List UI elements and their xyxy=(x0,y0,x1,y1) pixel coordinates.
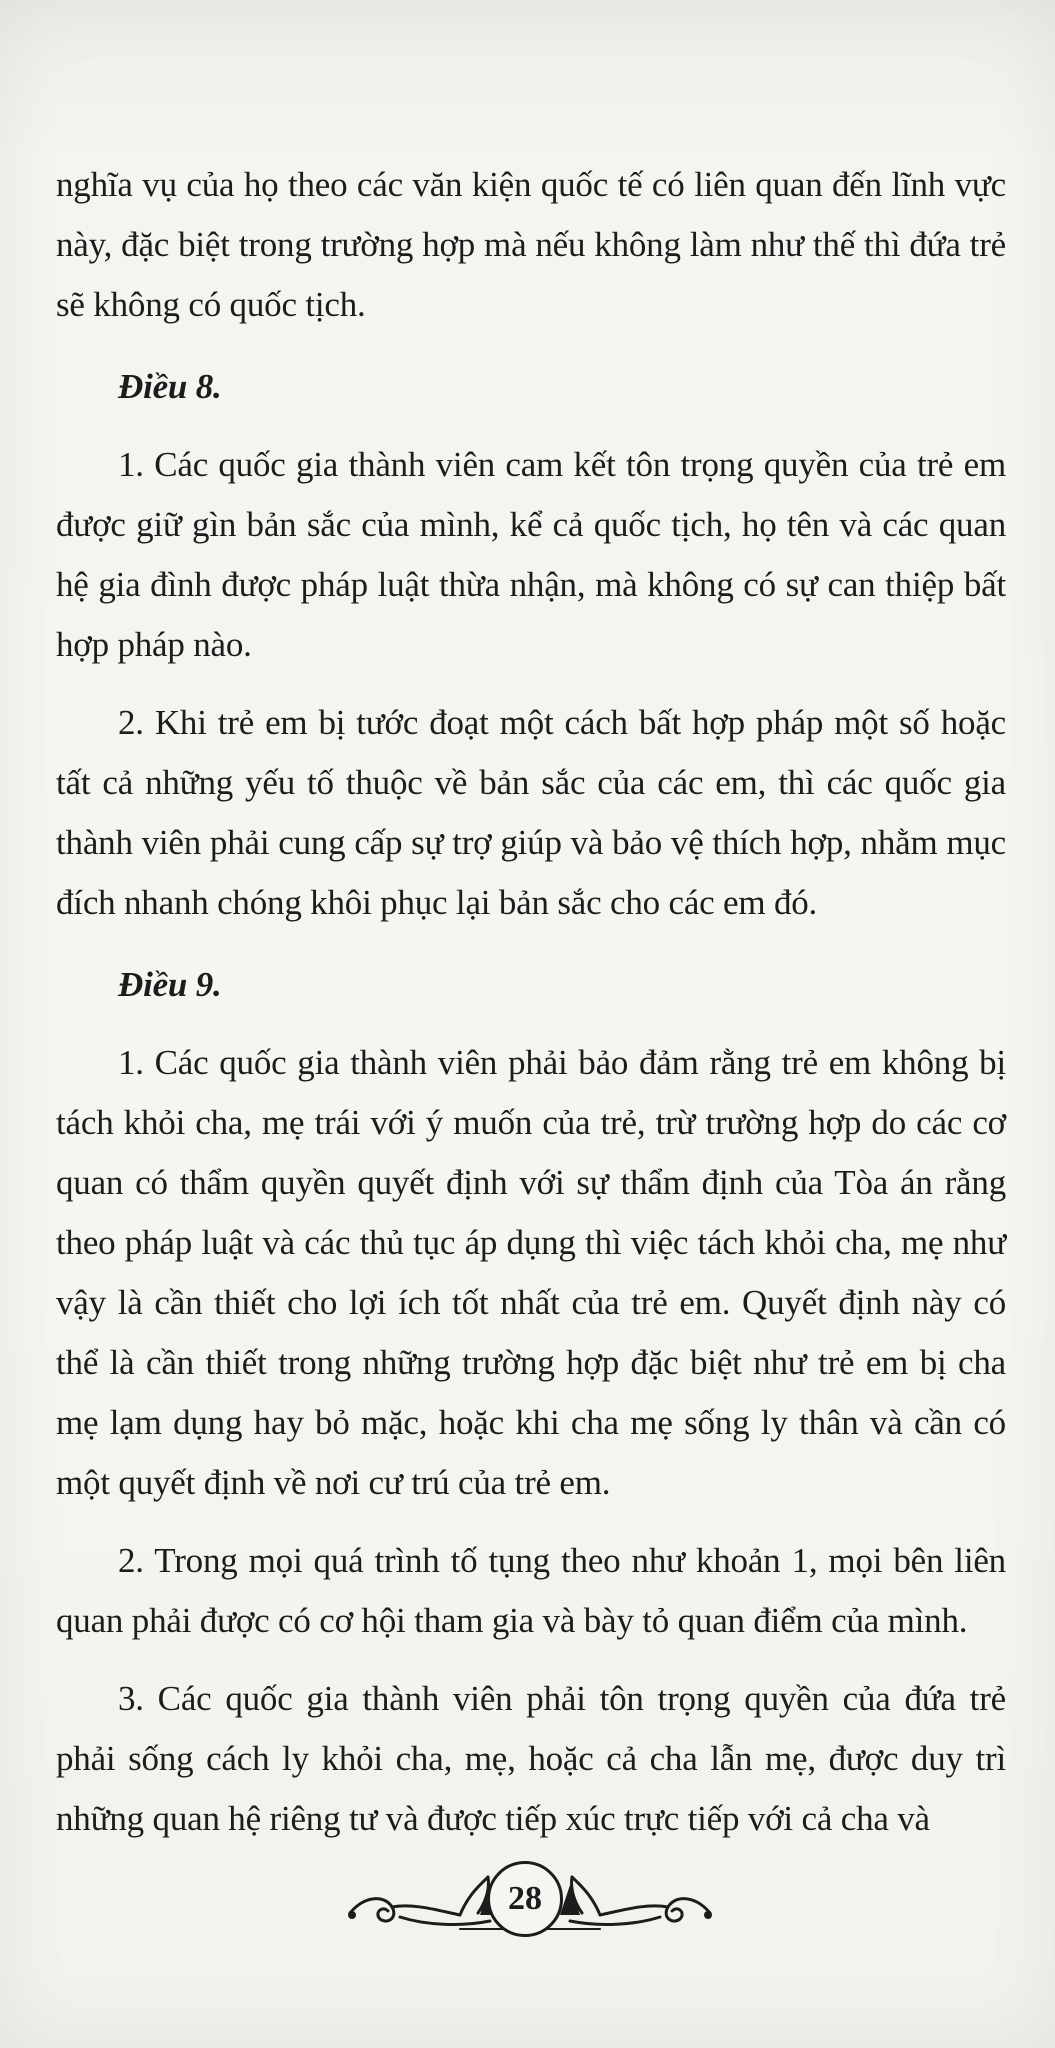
page-number-badge: 28 xyxy=(487,1861,563,1937)
article-9-clause-2: 2. Trong mọi quá trình tố tụng theo như khoản 1, mọi bên liên quan phải được có cơ hội tham gia và bày tỏ quan điểm của mình. xyxy=(56,1541,1006,1640)
article-9-heading: Điều 9. xyxy=(118,965,222,1004)
page-body-text xyxy=(56,155,1006,1849)
page-footer xyxy=(0,1855,1055,1945)
article-9-clause-1: 1. Các quốc gia thành viên phải bảo đảm rằng trẻ em không bị tách khỏi cha, mẹ trái với ý muốn của trẻ, trừ trường hợp do các cơ quan có thẩm quyền quyết định với sự thẩm định của Tòa án rằng theo pháp luật và các thủ tục áp dụng thì việc tách khỏi cha, mẹ như vậy là cần thiết cho lợi ích tốt nhất của trẻ em. Quyết định này có thể là cần thiết trong những trường hợp đặc biệt như trẻ em bị cha mẹ lạm dụng hay bỏ mặc, hoặc khi cha mẹ sống ly thân và cần có một quyết định về nơi cư trú của trẻ em. xyxy=(56,1043,1006,1502)
intro-continuation-paragraph: nghĩa vụ của họ theo các văn kiện quốc tế có liên quan đến lĩnh vực này, đặc biệt trong trường hợp mà nếu không làm như thế thì đứa trẻ sẽ không có quốc tịch. xyxy=(56,165,1006,324)
article-9-clause-3: 3. Các quốc gia thành viên phải tôn trọng quyền của đứa trẻ phải sống cách ly khỏi cha, mẹ, hoặc cả cha lẫn mẹ, được duy trì những quan hệ riêng tư và được tiếp xúc trực tiếp với cả cha và xyxy=(56,1679,1006,1838)
article-8-heading: Điều 8. xyxy=(118,367,222,406)
article-8-clause-2: 2. Khi trẻ em bị tước đoạt một cách bất hợp pháp một số hoặc tất cả những yếu tố thuộc về bản sắc của các em, thì các quốc gia thành viên phải cung cấp sự trợ giúp và bảo vệ thích hợp, nhằm mục đích nhanh chóng khôi phục lại bản sắc cho các em đó. xyxy=(56,703,1006,922)
article-8-clause-1: 1. Các quốc gia thành viên cam kết tôn trọng quyền của trẻ em được giữ gìn bản sắc của mình, kể cả quốc tịch, họ tên và các quan hệ gia đình được pháp luật thừa nhận, mà không có sự can thiệp bất hợp pháp nào. xyxy=(56,445,1006,664)
